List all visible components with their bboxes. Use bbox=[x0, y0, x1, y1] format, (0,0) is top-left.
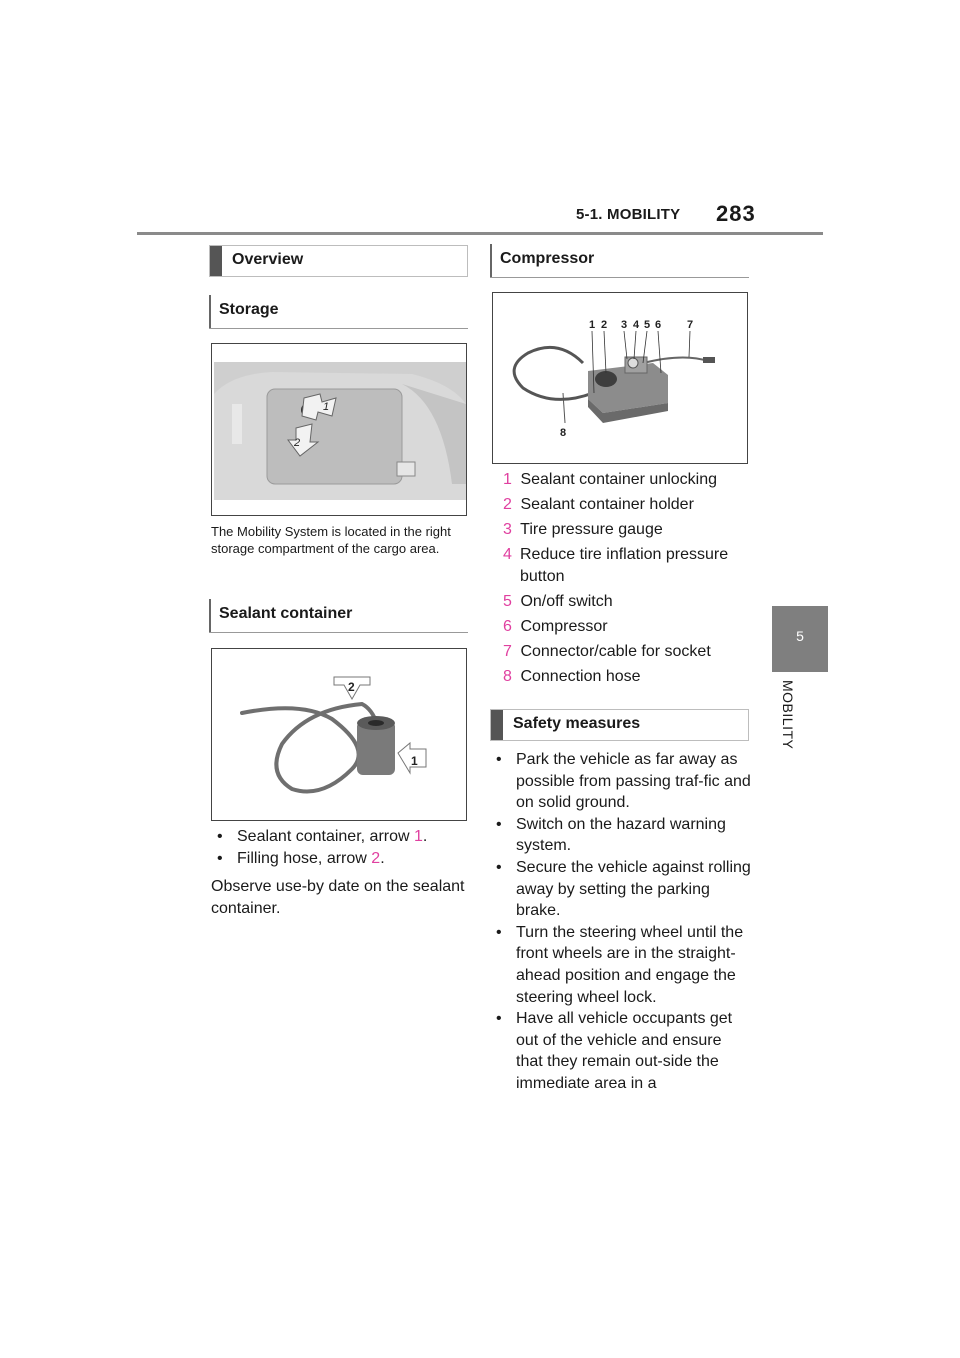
legend-item: 6 Compressor bbox=[503, 618, 608, 635]
page-number: 283 bbox=[716, 201, 756, 226]
compressor-label-2: 2 bbox=[601, 319, 608, 331]
chapter-title: MOBILITY bbox=[780, 680, 796, 750]
sealant-image bbox=[211, 648, 467, 821]
compressor-label-4: 4 bbox=[633, 319, 640, 331]
safety-bullets bbox=[490, 749, 752, 1095]
legend-item: 5 On/off switch bbox=[503, 593, 613, 610]
arrow-number: 2 bbox=[371, 849, 381, 867]
legend-item: 8 Connection hose bbox=[503, 668, 641, 685]
compressor-heading: Compressor bbox=[490, 244, 749, 278]
list-item: • Secure the vehicle against rolling away by setting the parking brake. bbox=[490, 857, 752, 922]
list-item: • Park the vehicle as far away as possible from passing traf-fic and on solid ground. bbox=[490, 749, 752, 814]
list-item: • Sealant container, arrow 1. bbox=[211, 826, 469, 848]
safety-heading: Safety measures bbox=[490, 709, 749, 741]
compressor-label-7: 7 bbox=[687, 319, 694, 331]
list-item: • Have all vehicle occupants get out of the vehicle and ensure that they remain out-side the immediate area in a bbox=[490, 1008, 752, 1094]
heading-bar bbox=[210, 246, 222, 276]
sealant-bullets bbox=[211, 826, 469, 869]
list-item: • Switch on the hazard warning system. bbox=[490, 814, 752, 857]
list-item: • Turn the steering wheel until the front wheels are in the straight-ahead position and engage the steering wheel lock. bbox=[490, 922, 752, 1008]
legend-item: 2 Sealant container holder bbox=[503, 496, 694, 513]
compressor-label-3: 3 bbox=[621, 319, 628, 331]
storage-caption: The Mobility System is located in the right storage compartment of the cargo area. bbox=[211, 524, 451, 556]
chapter-number: 5 bbox=[796, 628, 804, 644]
list-item: • Filling hose, arrow 2. bbox=[211, 848, 469, 870]
heading-bar bbox=[491, 710, 503, 740]
compressor-image bbox=[492, 292, 748, 464]
storage-illustration bbox=[212, 344, 467, 516]
compressor-label-8: 8 bbox=[560, 427, 567, 439]
storage-label-1: 1 bbox=[323, 401, 330, 413]
compressor-illustration bbox=[493, 293, 748, 464]
compressor-label-5: 5 bbox=[644, 319, 651, 331]
storage-image bbox=[211, 343, 467, 516]
legend-item: 7 Connector/cable for socket bbox=[503, 643, 711, 660]
header-rule bbox=[137, 232, 823, 235]
overview-heading: Overview bbox=[209, 245, 468, 277]
compressor-label-6: 6 bbox=[655, 319, 662, 331]
arrow-number: 1 bbox=[414, 828, 423, 845]
legend-item: 4 Reduce tire inflation pressure button bbox=[503, 546, 729, 585]
storage-heading: Storage bbox=[209, 295, 468, 329]
compressor-label-1: 1 bbox=[589, 319, 596, 331]
chapter-title-vertical bbox=[778, 680, 798, 780]
storage-label-2: 2 bbox=[294, 437, 301, 449]
legend-item: 3 Tire pressure gauge bbox=[503, 521, 663, 538]
sealant-label-2: 2 bbox=[348, 680, 355, 694]
compressor-legend bbox=[503, 469, 753, 688]
sealant-illustration bbox=[212, 649, 467, 821]
legend-item: 1 Sealant container unlocking bbox=[503, 471, 718, 488]
section-title: 5-1. MOBILITY bbox=[576, 206, 681, 223]
use-by-note: Observe use-by date on the sealant container. bbox=[211, 878, 465, 917]
sealant-heading: Sealant container bbox=[209, 599, 468, 633]
sealant-label-1: 1 bbox=[411, 754, 418, 768]
